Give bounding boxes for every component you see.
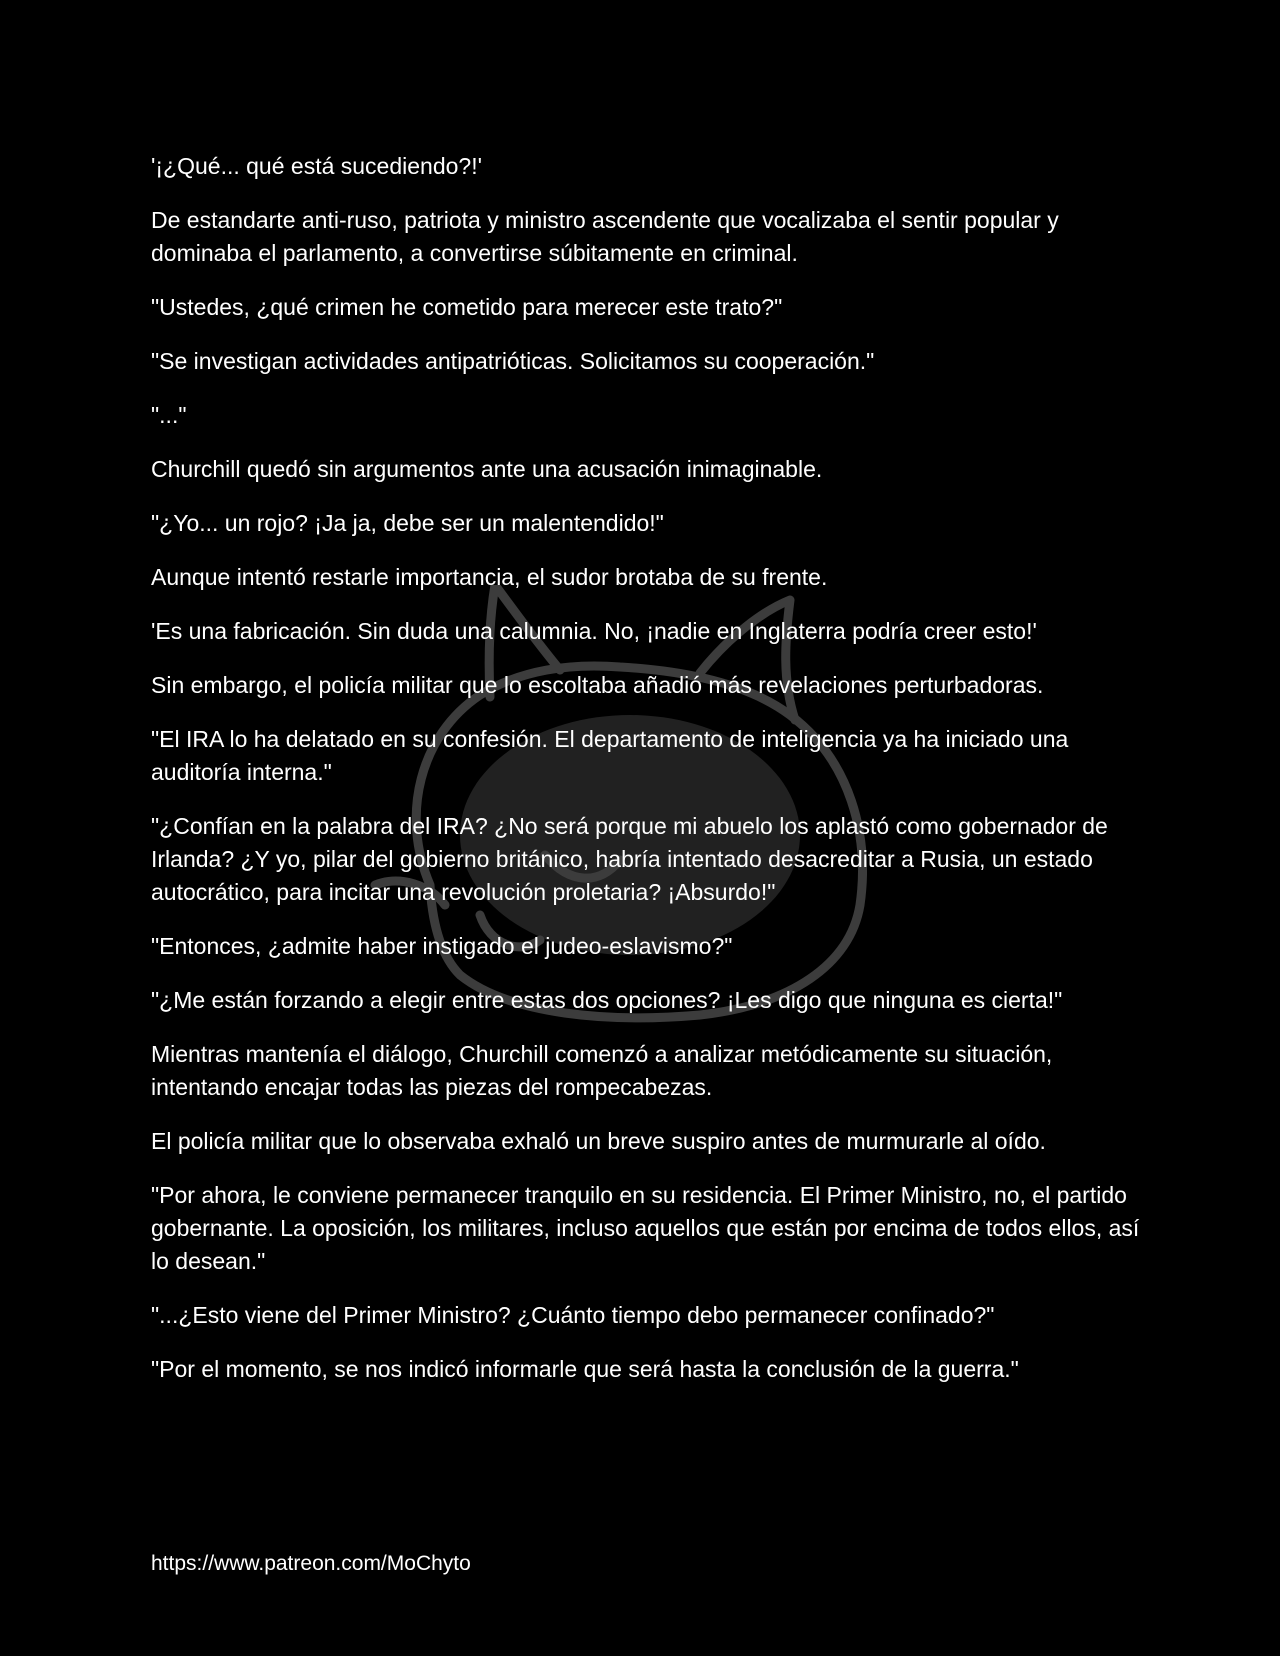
paragraph: Aunque intentó restarle importancia, el sudor brotaba de su frente. — [151, 564, 828, 590]
paragraph: "Ustedes, ¿qué crimen he cometido para merecer este trato?" — [151, 294, 783, 320]
paragraph: "Entonces, ¿admite haber instigado el judeo-eslavismo?" — [151, 933, 733, 959]
paragraph: 'Es una fabricación. Sin duda una calumnia. No, ¡nadie en Inglaterra podría creer esto!' — [151, 618, 1037, 644]
paragraph: "El IRA lo ha delatado en su confesión. El departamento de inteligencia ya ha iniciado una auditoría interna." — [151, 726, 1069, 785]
paragraph: Churchill quedó sin argumentos ante una acusación inimaginable. — [151, 456, 823, 482]
paragraph: Sin embargo, el policía militar que lo escoltaba añadió más revelaciones perturbadoras. — [151, 672, 1044, 698]
paragraph: El policía militar que lo observaba exhaló un breve suspiro antes de murmurarle al oído. — [151, 1128, 1046, 1154]
paragraph: "Se investigan actividades antipatrióticas. Solicitamos su cooperación." — [151, 348, 875, 374]
paragraph: "Por ahora, le conviene permanecer tranquilo en su residencia. El Primer Ministro, no, el partido gobernante. La oposición, los militares, incluso aquellos que están por encima de todos ellos, así lo desean." — [151, 1182, 1140, 1274]
paragraph: "Por el momento, se nos indicó informarle que será hasta la conclusión de la guerra." — [151, 1356, 1019, 1382]
paragraph: "..." — [151, 402, 187, 428]
patreon-link[interactable]: https://www.patreon.com/MoChyto — [151, 1552, 471, 1575]
paragraph: Mientras mantenía el diálogo, Churchill comenzó a analizar metódicamente su situación, intentando encajar todas las piezas del rompecabezas. — [151, 1041, 1053, 1100]
paragraph: "...¿Esto viene del Primer Ministro? ¿Cuánto tiempo debo permanecer confinado?" — [151, 1302, 995, 1328]
paragraph: De estandarte anti-ruso, patriota y ministro ascendente que vocalizaba el sentir popular y dominaba el parlamento, a convertirse súbitamente en criminal. — [151, 207, 1059, 266]
paragraph: "¿Confían en la palabra del IRA? ¿No será porque mi abuelo los aplastó como gobernador de Irlanda? ¿Y yo, pilar del gobierno británico, habría intentado desacreditar a Rusia, un estado autocrático, para incitar una revolución proletaria? ¡Absurdo!" — [151, 813, 1108, 905]
paragraph: '¡¿Qué... qué está sucediendo?!' — [151, 153, 482, 179]
paragraph: "¿Yo... un rojo? ¡Ja ja, debe ser un malentendido!" — [151, 510, 664, 536]
story-text — [151, 150, 1141, 1407]
paragraph: "¿Me están forzando a elegir entre estas dos opciones? ¡Les digo que ninguna es cierta!" — [151, 987, 1063, 1013]
